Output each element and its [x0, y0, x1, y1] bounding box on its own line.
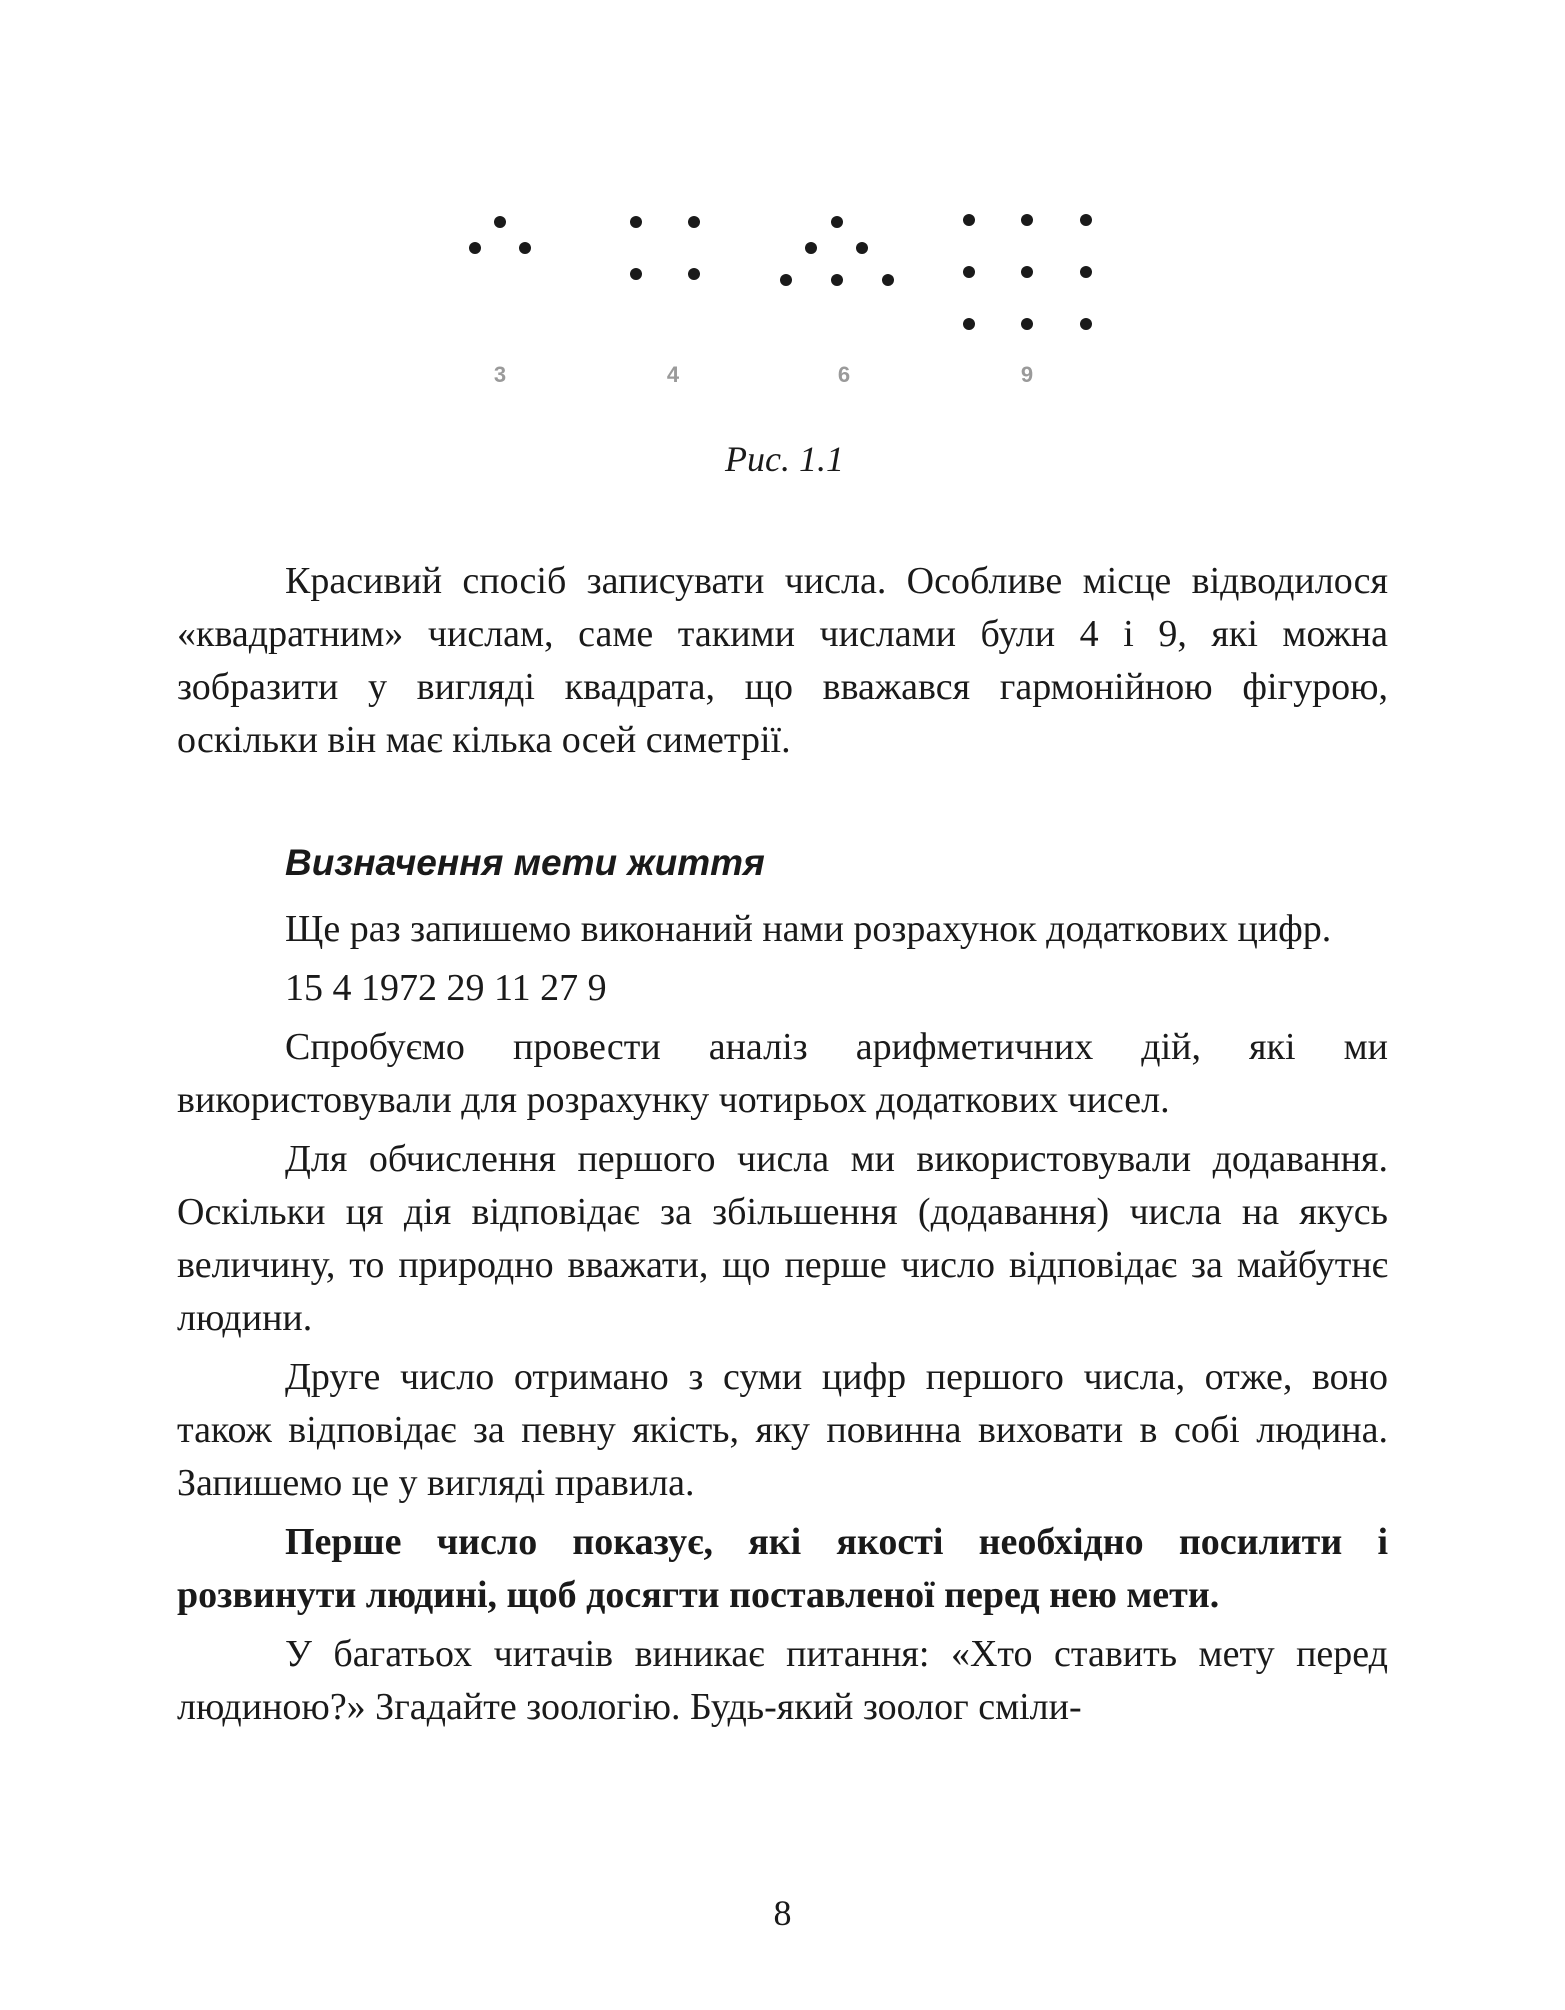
dot	[882, 274, 894, 286]
body-text	[177, 903, 1388, 1734]
dot	[630, 268, 642, 280]
dot	[780, 274, 792, 286]
section-heading: Визначення мети життя	[285, 842, 765, 883]
page-number: 8	[773, 1893, 792, 1933]
paragraph-6: У багатьох читачів виникає питання: «Хто ставить мету перед людиною?» Згадайте зоологію. Будь-який зоолог сміли-	[177, 1633, 1388, 1728]
dot	[519, 242, 531, 254]
figure-label-9: 9	[1020, 362, 1034, 387]
dot	[963, 214, 975, 226]
dot	[1021, 266, 1033, 278]
dot	[469, 242, 481, 254]
paragraph-4: Для обчислення першого числа ми використовували додавання. Оскільки ця дія відповідає за збільшення (додавання) числа на якусь величину, то природно вважати, що перше число відповідає за майбутнє людини.	[177, 1138, 1388, 1339]
paragraph-5: Друге число отримано з суми цифр першого числа, отже, воно також відповідає за певну якість, яку повинна виховати в собі людина. Запишемо це у вигляді правила.	[177, 1356, 1388, 1504]
paragraph-2: Ще раз запишемо виконаний нами розрахунок додаткових цифр.	[285, 908, 1332, 950]
dot	[1080, 266, 1092, 278]
dot	[630, 216, 642, 228]
dot	[831, 274, 843, 286]
paragraph-3: Спробуємо провести аналіз арифметичних дій, які ми використовували для розрахунку чотирьох додаткових чисел.	[177, 1026, 1388, 1121]
paragraph-1-block	[177, 555, 1388, 767]
dot	[494, 216, 506, 228]
number-sequence: 15 4 1972 29 11 27 9	[285, 967, 607, 1009]
dot	[963, 266, 975, 278]
figure-label-3: 3	[493, 362, 507, 387]
figure-label-6: 6	[837, 362, 851, 387]
dot	[1080, 318, 1092, 330]
paragraph-1: Красивий спосіб записувати числа. Особливе місце відводилося «квадратним» числам, саме такими числами були 4 і 9, які можна зобразити у вигляді квадрата, що вважався гармонійною фігурою, оскільки він має кілька осей симетрії.	[177, 560, 1388, 761]
dot	[856, 242, 868, 254]
dot	[963, 318, 975, 330]
rule-paragraph: Перше число показує, які якості необхідно посилити і розвинути людині, щоб досягти поставленої перед нею мети.	[177, 1521, 1388, 1616]
figure-label-4: 4	[666, 362, 680, 387]
dot	[1021, 214, 1033, 226]
dot	[831, 216, 843, 228]
dot	[688, 268, 700, 280]
dot	[1021, 318, 1033, 330]
figure-caption: Рис. 1.1	[725, 439, 844, 479]
dot-figure	[0, 0, 1565, 500]
dot	[1080, 214, 1092, 226]
dot	[688, 216, 700, 228]
dot	[805, 242, 817, 254]
